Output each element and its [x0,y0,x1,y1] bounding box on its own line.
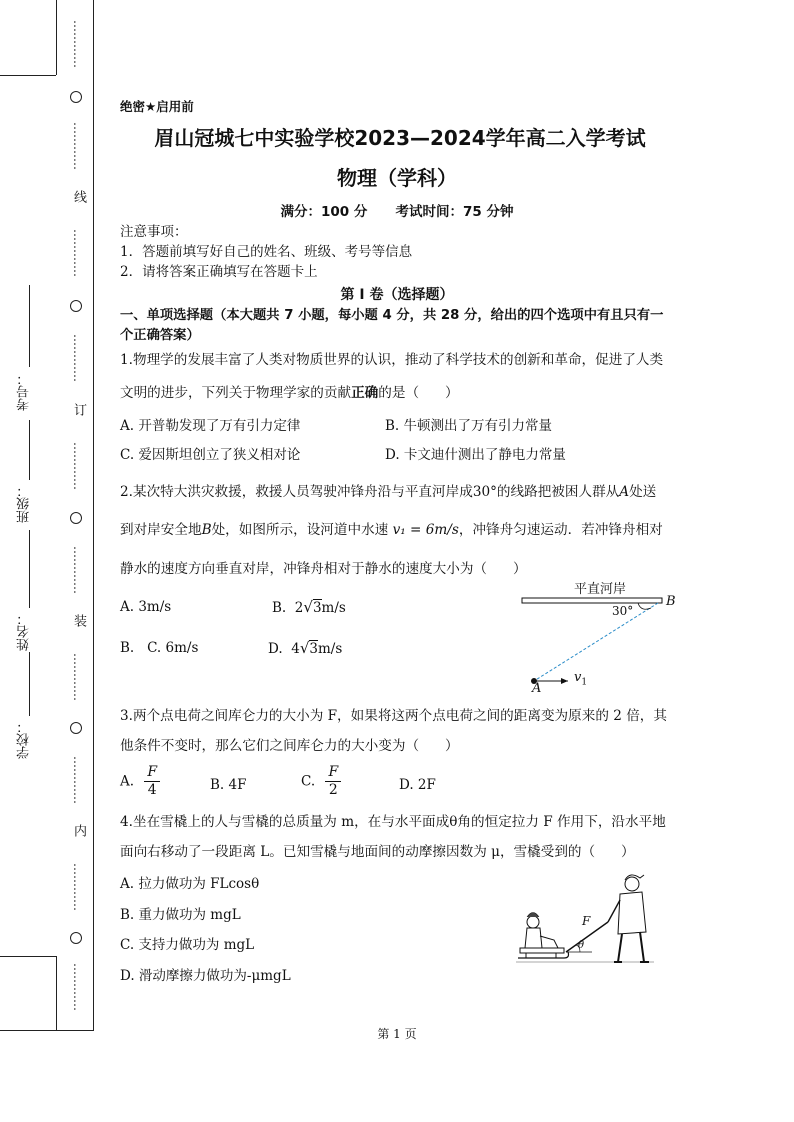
q2-fig-velocity-label: $v_1$ [574,670,588,688]
section-heading: 一、单项选择题（本大题共 7 小题，每小题 4 分，共 28 分，给出的四个选项中有且只有一 [120,308,664,323]
cut-line-dots: ………… [71,862,85,911]
cut-line-dots: ………… [71,333,85,382]
cut-word-zhuang: 装 [71,614,86,627]
q2-option-c[interactable]: B. C. 6m/s [120,640,199,656]
subject-title: 物理（学科） [337,166,457,190]
score-box-line-top [0,75,56,76]
notes-title: 注意事项： [120,224,188,240]
q2-fig-angle-label: 30° [612,604,634,618]
q4-option-c[interactable]: C. 支持力做功为 mgL [120,937,255,953]
score-box-edge-bottom [56,956,57,1030]
cut-line-circle [70,932,82,944]
q4-fig-angle-label: θ [578,940,585,951]
cut-line-circle [70,91,82,103]
confidential-mark: 绝密★启用前 [120,99,194,114]
q3-option-b[interactable]: B. 4F [210,777,247,793]
q1-stem-cont: 文明的进步，下列关于物理学家的贡献正确的是（ ） [120,385,459,401]
score-box-line-bottom [0,956,56,957]
exam-title: 眉山冠城七中实验学校2023—2024学年高二入学考试 [154,126,646,150]
q1-option-b[interactable]: B. 牛顿测出了万有引力常量 [385,418,553,434]
field-name-label: 姓名： [17,612,32,651]
field-class-line[interactable] [29,420,30,480]
q2-fig-point-b: B [666,594,676,609]
q2-river-figure [520,578,690,696]
q2-stem: 2.某次特大洪灾救援，救援人员驾驶冲锋舟沿与平直河岸成30°的线路把被困人群从A处送 [120,484,657,500]
score-box-edge-top [56,0,57,75]
q2-stem-cont: 到对岸安全地B处，如图所示，设河道中水速 v₁ = 6m/s，冲锋舟匀速运动．若冲锋舟相对 [120,522,663,538]
volume-title: 第 I 卷（选择题） [340,287,454,303]
field-name-line[interactable] [29,530,30,608]
cut-word-nei: 内 [71,824,86,837]
q4-option-b[interactable]: B. 重力做功为 mgL [120,907,241,923]
note-item: 2．请将答案正确填写在答题卡上 [120,264,318,280]
cut-line-dots: ………… [71,20,85,68]
q4-stem: 4.坐在雪橇上的人与雪橇的总质量为 m，在与水平面成θ角的恒定拉力 F 作用下，沿水平地 [120,814,666,830]
q2-option-b[interactable]: B. 2√3m/s [272,598,346,616]
cut-line-dots: ………… [71,122,85,170]
q2-angle: 30° [472,484,497,500]
q4-stem-cont: 面向右移动了一段距离 L。已知雪橇与地面间的动摩擦因数为 μ，雪橇受到的（ ） [120,844,635,860]
q2-option-a[interactable]: A. 3m/s [120,599,172,615]
q2-stem-cont: 静水的速度方向垂直对岸，冲锋舟相对于静水的速度大小为（ ） [120,561,527,577]
q3-option-a[interactable]: A. $\frac{F}{4}$ [120,764,160,799]
cut-line-dots: ………… [71,652,85,701]
score-and-time: 满分：100 分 考试时间：75 分钟 [280,204,514,220]
q1-option-c[interactable]: C. 爱因斯坦创立了狭义相对论 [120,447,301,463]
cut-line-dots: ………… [71,545,85,594]
cut-line-dots: ………… [71,755,85,804]
q3-stem: 3.两个点电荷之间库仑力的大小为 F，如果将这两个点电荷之间的距离变为原来的 2 倍，其 [120,708,667,724]
q1-option-a[interactable]: A. 开普勒发现了万有引力定律 [120,418,301,434]
field-school-line[interactable] [29,652,30,716]
q2-fig-point-a: A [532,681,542,696]
q4-option-a[interactable]: A. 拉力做功为 FLcosθ [120,876,260,892]
q1-option-d[interactable]: D. 卡文迪什测出了静电力常量 [385,447,566,463]
field-class-label: 班级： [17,484,32,523]
q3-option-c[interactable]: C. $\frac{F}{2}$ [301,764,341,799]
q3-option-d[interactable]: D. 2F [399,777,436,793]
cut-word-ding: 订 [71,403,86,416]
q4-sled-figure [514,870,664,970]
binding-margin [0,0,94,1030]
cut-line-dots: ………… [71,963,85,1011]
q2-velocity: v₁ = 6m/s [392,522,459,538]
q1-stem: 1.物理学的发展丰富了人类对物质世界的认识，推动了科学技术的创新和革命，促进了人类 [120,352,664,368]
note-item: 1．答题前填写好自己的姓名、班级、考号等信息 [120,244,413,260]
q4-option-d[interactable]: D. 滑动摩擦力做功为-μmgL [120,968,291,984]
page-number: 第 1 页 [377,1027,417,1041]
q2-fig-bank-label: 平直河岸 [574,582,627,597]
cut-line-circle [70,512,82,524]
q2-option-d[interactable]: D. 4√3m/s [268,639,343,657]
q1-emphasis: 正确 [351,385,379,401]
q4-fig-force-label: F [582,914,591,928]
cut-line-circle [70,722,82,734]
field-school-label: 学校： [17,720,32,759]
section-heading-cont: 个正确答案） [120,328,200,343]
q3-stem-cont: 他条件不变时，那么它们之间库仑力的大小变为（ ） [120,738,459,754]
cut-word-xian: 线 [71,190,86,203]
field-exam-number-label: 考号： [17,372,32,411]
cut-line-dots: ………… [71,441,85,490]
binding-border [93,0,94,1031]
cut-line-dots: ………… [71,228,85,277]
